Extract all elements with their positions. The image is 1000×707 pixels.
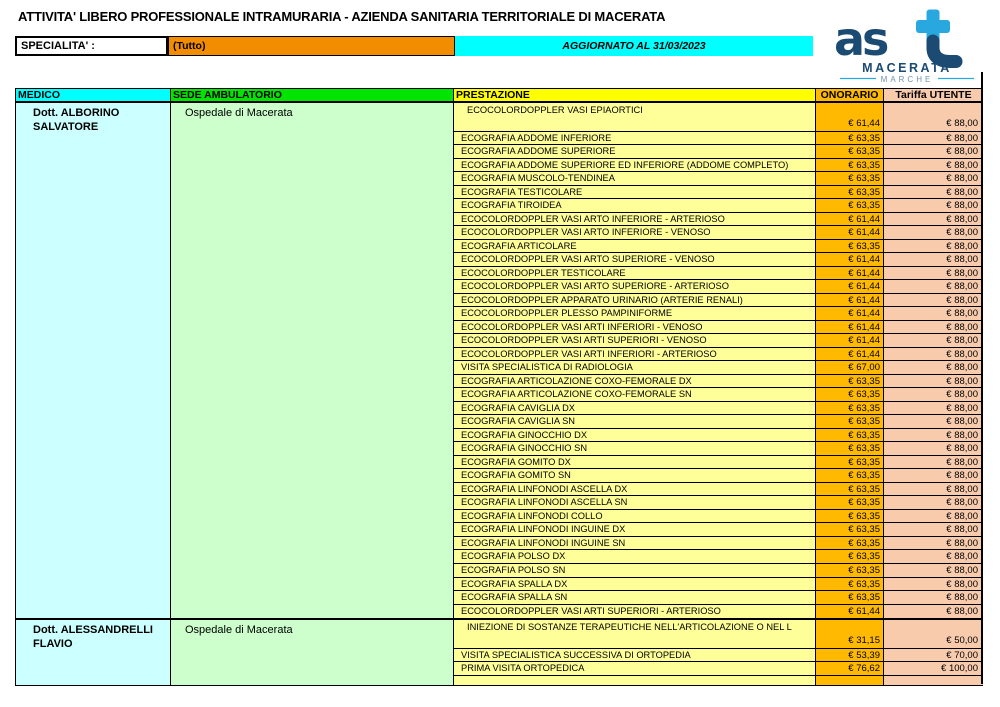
onorario-cell: € 61,44	[816, 294, 884, 307]
tariffa-cell: € 88,00	[884, 294, 983, 307]
column-header-onorario: ONORARIO	[816, 89, 884, 101]
tariffa-cell: € 88,00	[884, 199, 983, 212]
onorario-cell: € 63,35	[816, 388, 884, 401]
table-row	[454, 240, 983, 254]
prestazione-cell: ECOGRAFIA LINFONODI ASCELLA SN	[454, 496, 816, 509]
tariffa-cell: € 88,00	[884, 537, 983, 550]
tariffa-cell: € 88,00	[884, 564, 983, 577]
prestazione-cell: ECOGRAFIA SPALLA SN	[454, 591, 816, 604]
table-row	[454, 334, 983, 348]
tariffa-cell: € 88,00	[884, 321, 983, 334]
tariffa-cell: € 88,00	[884, 253, 983, 266]
onorario-cell: € 63,35	[816, 159, 884, 172]
prestazione-cell: ECOGRAFIA LINFONODI COLLO	[454, 510, 816, 523]
prestazione-cell: ECOCOLORDOPPLER VASI ARTO SUPERIORE - ARTERIOSO	[454, 280, 816, 293]
prestazione-cell: VISITA SPECIALISTICA SUCCESSIVA DI ORTOPEDIA	[454, 649, 816, 662]
ast-logo-svg	[832, 4, 984, 83]
prestazione-cell: ECOGRAFIA ARTICOLAZIONE COXO-FEMORALE SN	[454, 388, 816, 401]
table-row	[454, 605, 983, 619]
tariffa-cell: € 88,00	[884, 213, 983, 226]
prestazione-cell: VISITA SPECIALISTICA DI RADIOLOGIA	[454, 361, 816, 374]
onorario-cell: € 63,35	[816, 550, 884, 563]
tariffa-cell: € 88,00	[884, 483, 983, 496]
tariffa-cell: € 88,00	[884, 429, 983, 442]
prestazione-cell: ECOCOLORDOPPLER VASI EPIAORTICI	[454, 103, 816, 131]
table-row	[454, 267, 983, 281]
tariffa-cell: € 88,00	[884, 550, 983, 563]
prestazione-cell: ECOGRAFIA GINOCCHIO SN	[454, 442, 816, 455]
prestazione-cell: INIEZIONE DI SOSTANZE TERAPEUTICHE NELL'ARTICOLAZIONE O NEL L	[454, 620, 816, 648]
table-row	[454, 280, 983, 294]
prestazione-cell: ECOGRAFIA ARTICOLAZIONE COXO-FEMORALE DX	[454, 375, 816, 388]
onorario-cell: € 61,44	[816, 226, 884, 239]
prestazione-cell: ECOGRAFIA TESTICOLARE	[454, 186, 816, 199]
table-row	[454, 442, 983, 456]
tariffa-cell: € 70,00	[884, 649, 983, 662]
tariffa-cell: € 88,00	[884, 361, 983, 374]
tariffa-cell: € 88,00	[884, 348, 983, 361]
prestazioni-rows	[454, 103, 983, 618]
table-row	[454, 564, 983, 578]
onorario-cell: € 63,35	[816, 483, 884, 496]
prestazione-cell: PRIMA VISITA ORTOPEDICA	[454, 662, 816, 675]
table-row	[454, 429, 983, 443]
column-header-prestazione: PRESTAZIONE	[454, 89, 816, 101]
logo-t-stem	[933, 41, 956, 62]
tariffa-cell: € 50,00	[884, 620, 983, 648]
prestazione-cell: ECOCOLORDOPPLER VASI ARTI INFERIORI - VENOSO	[454, 321, 816, 334]
onorario-cell: € 61,44	[816, 334, 884, 347]
onorario-cell: € 63,35	[816, 442, 884, 455]
table-row	[454, 159, 983, 173]
onorario-cell: € 63,35	[816, 402, 884, 415]
table-row	[454, 213, 983, 227]
prestazione-cell	[454, 676, 816, 686]
sede-cell: Ospedale di Macerata	[171, 620, 454, 685]
table-row	[454, 469, 983, 483]
onorario-cell	[816, 676, 884, 686]
page-right-gridline	[981, 72, 983, 684]
onorario-cell: € 63,35	[816, 564, 884, 577]
prestazione-cell: ECOCOLORDOPPLER VASI ARTI SUPERIORI - ARTERIOSO	[454, 605, 816, 619]
tariffa-cell: € 88,00	[884, 605, 983, 619]
tariffa-cell: € 88,00	[884, 415, 983, 428]
onorario-cell: € 63,35	[816, 145, 884, 158]
updated-banner: AGGIORNATO AL 31/03/2023	[455, 36, 813, 56]
table-row	[454, 496, 983, 510]
prestazione-cell: ECOCOLORDOPPLER VASI ARTO INFERIORE - ARTERIOSO	[454, 213, 816, 226]
tariffa-cell: € 88,00	[884, 375, 983, 388]
onorario-cell: € 63,35	[816, 523, 884, 536]
table-row	[454, 649, 983, 663]
prestazione-cell: ECOGRAFIA ARTICOLARE	[454, 240, 816, 253]
tariffa-cell: € 88,00	[884, 469, 983, 482]
table-row-cutoff	[454, 676, 983, 686]
prestazione-cell: ECOCOLORDOPPLER PLESSO PAMPINIFORME	[454, 307, 816, 320]
onorario-cell: € 63,35	[816, 429, 884, 442]
ast-logo	[832, 4, 984, 83]
table-row	[454, 361, 983, 375]
table-row	[454, 456, 983, 470]
prestazione-cell: ECOCOLORDOPPLER APPARATO URINARIO (ARTERIE RENALI)	[454, 294, 816, 307]
onorario-cell: € 63,35	[816, 469, 884, 482]
logo-city: MACERATA	[862, 61, 952, 75]
prestazione-cell: ECOGRAFIA LINFONODI ASCELLA DX	[454, 483, 816, 496]
table-row	[454, 402, 983, 416]
onorario-cell: € 61,44	[816, 348, 884, 361]
onorario-cell: € 63,35	[816, 510, 884, 523]
onorario-cell: € 63,35	[816, 375, 884, 388]
tariffa-cell: € 88,00	[884, 172, 983, 185]
column-header-sede: SEDE AMBULATORIO	[171, 89, 454, 101]
onorario-cell: € 61,44	[816, 267, 884, 280]
tariffa-cell: € 88,00	[884, 334, 983, 347]
prestazione-cell: ECOCOLORDOPPLER VASI ARTI SUPERIORI - VENOSO	[454, 334, 816, 347]
tariffa-cell: € 88,00	[884, 132, 983, 145]
tariffa-cell: € 88,00	[884, 103, 983, 131]
onorario-cell: € 63,35	[816, 591, 884, 604]
tariffa-cell: € 88,00	[884, 442, 983, 455]
logo-wordmark-as: as	[834, 12, 887, 66]
prestazione-cell: ECOGRAFIA POLSO DX	[454, 550, 816, 563]
tariffa-cell: € 88,00	[884, 240, 983, 253]
prestazione-cell: ECOGRAFIA ADDOME SUPERIORE ED INFERIORE (ADDOME COMPLETO)	[454, 159, 816, 172]
prestazione-cell: ECOGRAFIA LINFONODI INGUINE DX	[454, 523, 816, 536]
prestazione-cell: ECOGRAFIA GINOCCHIO DX	[454, 429, 816, 442]
onorario-cell: € 63,35	[816, 240, 884, 253]
tariffa-cell: € 88,00	[884, 591, 983, 604]
prestazione-cell: ECOGRAFIA TIROIDEA	[454, 199, 816, 212]
onorario-cell: € 63,35	[816, 199, 884, 212]
tariffa-cell: € 88,00	[884, 496, 983, 509]
onorario-cell: € 63,35	[816, 172, 884, 185]
table-row	[454, 537, 983, 551]
tariffa-cell: € 88,00	[884, 402, 983, 415]
onorario-cell: € 63,35	[816, 496, 884, 509]
onorario-cell: € 61,44	[816, 213, 884, 226]
onorario-cell: € 63,35	[816, 186, 884, 199]
tariffa-cell	[884, 676, 983, 686]
prestazione-cell: ECOGRAFIA GOMITO SN	[454, 469, 816, 482]
table-row	[454, 550, 983, 564]
medico-cell: Dott. ALESSANDRELLI FLAVIO	[16, 620, 171, 685]
prestazione-cell: ECOGRAFIA ADDOME SUPERIORE	[454, 145, 816, 158]
onorario-cell: € 61,44	[816, 280, 884, 293]
tariffa-cell: € 88,00	[884, 456, 983, 469]
onorario-cell: € 61,44	[816, 307, 884, 320]
table-row	[454, 307, 983, 321]
onorario-cell: € 63,35	[816, 132, 884, 145]
table-row	[454, 483, 983, 497]
table-row	[454, 523, 983, 537]
table-body	[16, 103, 983, 685]
table-row	[454, 132, 983, 146]
table-row	[454, 375, 983, 389]
prestazione-cell: ECOGRAFIA LINFONODI INGUINE SN	[454, 537, 816, 550]
prestazione-cell: ECOGRAFIA MUSCOLO-TENDINEA	[454, 172, 816, 185]
onorario-cell: € 61,44	[816, 103, 884, 131]
prestazione-cell: ECOGRAFIA CAVIGLIA SN	[454, 415, 816, 428]
specialita-label: SPECIALITA' :	[15, 36, 168, 56]
tariffa-cell: € 88,00	[884, 578, 983, 591]
tariffa-cell: € 88,00	[884, 159, 983, 172]
onorario-cell: € 63,35	[816, 537, 884, 550]
tariffa-cell: € 88,00	[884, 267, 983, 280]
doctor-section	[16, 103, 983, 620]
onorario-cell: € 63,35	[816, 415, 884, 428]
page-title: ATTIVITA' LIBERO PROFESSIONALE INTRAMURARIA - AZIENDA SANITARIA TERRITORIALE DI MACERATA	[18, 9, 666, 24]
sede-cell: Ospedale di Macerata	[171, 103, 454, 618]
column-header-tariffa: Tariffa UTENTE	[884, 89, 983, 101]
onorario-cell: € 63,35	[816, 578, 884, 591]
specialita-filter[interactable]: (Tutto)	[168, 36, 455, 56]
prestazione-cell: ECOGRAFIA SPALLA DX	[454, 578, 816, 591]
tariffa-cell: € 88,00	[884, 280, 983, 293]
table-header-row	[16, 89, 983, 103]
column-header-medico: MEDICO	[16, 89, 171, 101]
table-row	[454, 348, 983, 362]
prestazioni-rows	[454, 620, 983, 685]
onorario-cell: € 67,00	[816, 361, 884, 374]
table-row	[454, 253, 983, 267]
table-row	[454, 103, 983, 132]
onorario-cell: € 53,39	[816, 649, 884, 662]
table-row	[454, 662, 983, 676]
onorario-cell: € 63,35	[816, 456, 884, 469]
onorario-cell: € 76,62	[816, 662, 884, 675]
prestazione-cell: ECOGRAFIA ADDOME INFERIORE	[454, 132, 816, 145]
table-row	[454, 578, 983, 592]
tariffa-cell: € 88,00	[884, 523, 983, 536]
prestazione-cell: ECOGRAFIA POLSO SN	[454, 564, 816, 577]
prestazione-cell: ECOCOLORDOPPLER VASI ARTO SUPERIORE - VENOSO	[454, 253, 816, 266]
prestazione-cell: ECOCOLORDOPPLER VASI ARTO INFERIORE - VENOSO	[454, 226, 816, 239]
onorario-cell: € 61,44	[816, 605, 884, 619]
table-row	[454, 321, 983, 335]
tariffa-cell: € 88,00	[884, 226, 983, 239]
onorario-cell: € 61,44	[816, 253, 884, 266]
table-row	[454, 294, 983, 308]
tariffa-cell: € 100,00	[884, 662, 983, 675]
price-table	[15, 88, 983, 686]
tariffa-cell: € 88,00	[884, 388, 983, 401]
tariffa-cell: € 88,00	[884, 186, 983, 199]
table-row	[454, 591, 983, 605]
table-row	[454, 145, 983, 159]
tariffa-cell: € 88,00	[884, 145, 983, 158]
table-row	[454, 415, 983, 429]
onorario-cell: € 61,44	[816, 321, 884, 334]
prestazione-cell: ECOCOLORDOPPLER TESTICOLARE	[454, 267, 816, 280]
logo-region: MARCHE	[880, 74, 934, 83]
table-row	[454, 199, 983, 213]
prestazione-cell: ECOGRAFIA GOMITO DX	[454, 456, 816, 469]
onorario-cell: € 31,15	[816, 620, 884, 648]
prestazione-cell: ECOCOLORDOPPLER VASI ARTI INFERIORI - ARTERIOSO	[454, 348, 816, 361]
table-row	[454, 510, 983, 524]
doctor-section	[16, 620, 983, 685]
tariffa-cell: € 88,00	[884, 510, 983, 523]
table-row	[454, 186, 983, 200]
table-row	[454, 172, 983, 186]
table-row	[454, 226, 983, 240]
table-row	[454, 620, 983, 649]
table-row	[454, 388, 983, 402]
prestazione-cell: ECOGRAFIA CAVIGLIA DX	[454, 402, 816, 415]
medico-cell: Dott. ALBORINO SALVATORE	[16, 103, 171, 618]
tariffa-cell: € 88,00	[884, 307, 983, 320]
